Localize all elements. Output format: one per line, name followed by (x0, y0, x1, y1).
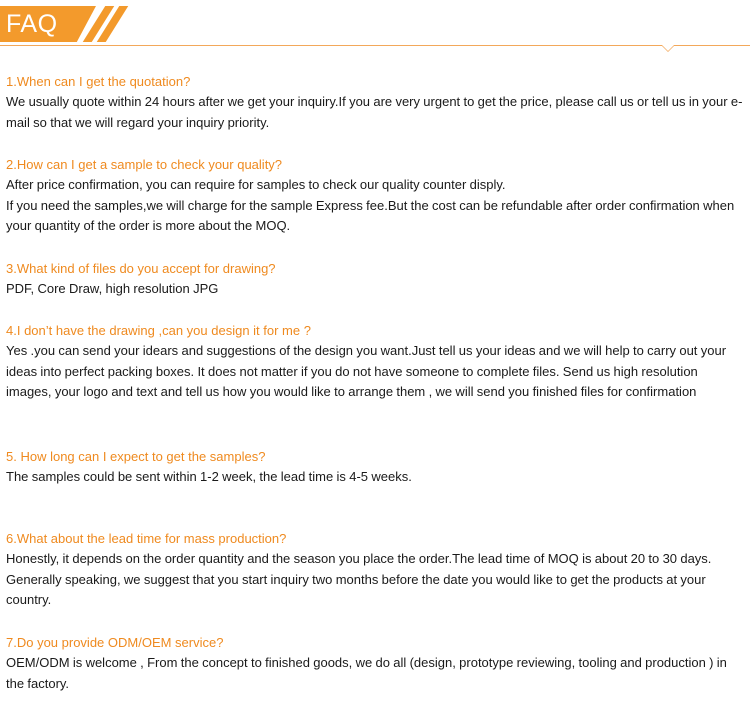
faq-answer (6, 549, 746, 611)
faq-answer (6, 279, 746, 300)
page-title: FAQ (6, 10, 58, 38)
faq-item-6 (6, 529, 746, 611)
divider-notch-inner (662, 45, 674, 51)
faq-answer-paragraph: The samples could be sent within 1-2 week, the lead time is 4-5 weeks. (6, 469, 412, 484)
faq-answer-paragraph: If you need the samples,we will charge for the sample Express fee.But the cost can be refundable after order confirmation when your quantity of the order is more about the MOQ. (6, 197, 735, 233)
faq-answer (6, 341, 746, 403)
faq-answer-paragraph: Yes .you can send your idears and suggestions of the design you want.Just tell us your ideas and we will help to carry out your ideas into perfect packing boxes. It does not matter if you do not have someone to complete files. Send us high resolution images, your logo and text and tell us how you would like to arrange them , we will send you finished files for confirmation (6, 343, 727, 399)
faq-item-4 (6, 321, 746, 403)
faq-question: 1.When can I get the quotation? (6, 74, 191, 89)
faq-question: 2.How can I get a sample to check your quality? (6, 157, 283, 172)
faq-answer (6, 653, 746, 694)
faq-item-5 (6, 447, 746, 488)
faq-answer (6, 175, 746, 237)
faq-answer-paragraph: OEM/ODM is welcome , From the concept to finished goods, we do all (design, prototype reviewing, tooling and production ) in the factory. (6, 655, 727, 691)
faq-answer-paragraph: After price confirmation, you can require for samples to check our quality counter disply. (6, 177, 506, 192)
faq-answer (6, 92, 746, 133)
faq-item-1 (6, 72, 746, 133)
faq-answer (6, 467, 746, 488)
faq-header (0, 0, 750, 56)
faq-question: 3.What kind of files do you accept for drawing? (6, 261, 276, 276)
faq-question: 7.Do you provide ODM/OEM service? (6, 635, 224, 650)
faq-question: 5. How long can I expect to get the samples? (6, 449, 266, 464)
faq-item-2 (6, 155, 746, 237)
faq-question: 4.I don’t have the drawing ,can you design it for me ? (6, 323, 311, 338)
faq-item-7 (6, 633, 746, 694)
faq-answer-paragraph: PDF, Core Draw, high resolution JPG (6, 281, 219, 296)
faq-question: 6.What about the lead time for mass production? (6, 531, 287, 546)
faq-answer-paragraph: We usually quote within 24 hours after we get your inquiry.If you are very urgent to get the price, please call us or tell us in your e-mail so that we will regard your inquiry priority. (6, 94, 743, 130)
faq-answer-paragraph: Honestly, it depends on the order quantity and the season you place the order.The lead time of MOQ is about 20 to 30 days. Generally speaking, we suggest that you start inquiry two months before the date you would like to get the products at your country. (6, 551, 712, 607)
faq-item-3 (6, 259, 746, 300)
header-divider (0, 45, 750, 46)
